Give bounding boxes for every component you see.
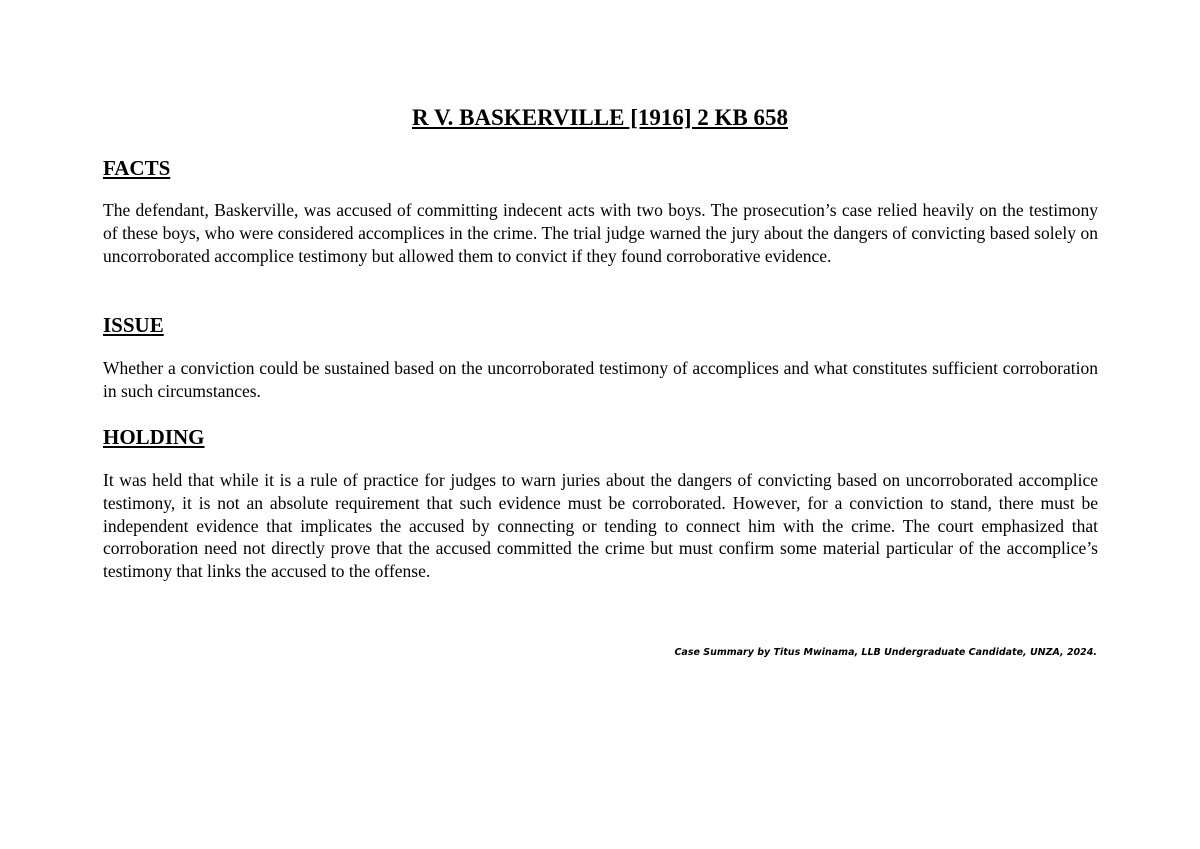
issue-heading: ISSUE xyxy=(103,313,164,337)
case-title: R V. BASKERVILLE [1916] 2 KB 658 xyxy=(412,105,788,130)
holding-heading: HOLDING xyxy=(103,425,205,449)
holding-paragraph: It was held that while it is a rule of practice for judges to warn juries about the dangers of convicting based on uncorroborated accomplice testimony, it is not an absolute requirement that such evidence must be corroborated. However, for a conviction to stand, there must be independent evidence that implicates the accused by connecting or tending to connect him with the crime. The court emphasized that corroboration need not directly prove that the accused committed the crime but must confirm some material particular of the accomplice’s testimony that links the accused to the offense. xyxy=(103,470,1098,582)
author-footer: Case Summary by Titus Mwinama, LLB Undergraduate Candidate, UNZA, 2024. xyxy=(674,647,1097,658)
facts-heading: FACTS xyxy=(103,156,171,180)
issue-paragraph: Whether a conviction could be sustained based on the uncorroborated testimony of accomplices and what constitutes sufficient corroboration in such circumstances. xyxy=(103,358,1098,401)
facts-paragraph: The defendant, Baskerville, was accused of committing indecent acts with two boys. The prosecution’s case relied heavily on the testimony of these boys, who were considered accomplices in the crime. The trial judge warned the jury about the dangers of convicting based solely on uncorroborated accomplice testimony but allowed them to convict if they found corroborative evidence. xyxy=(103,200,1098,266)
